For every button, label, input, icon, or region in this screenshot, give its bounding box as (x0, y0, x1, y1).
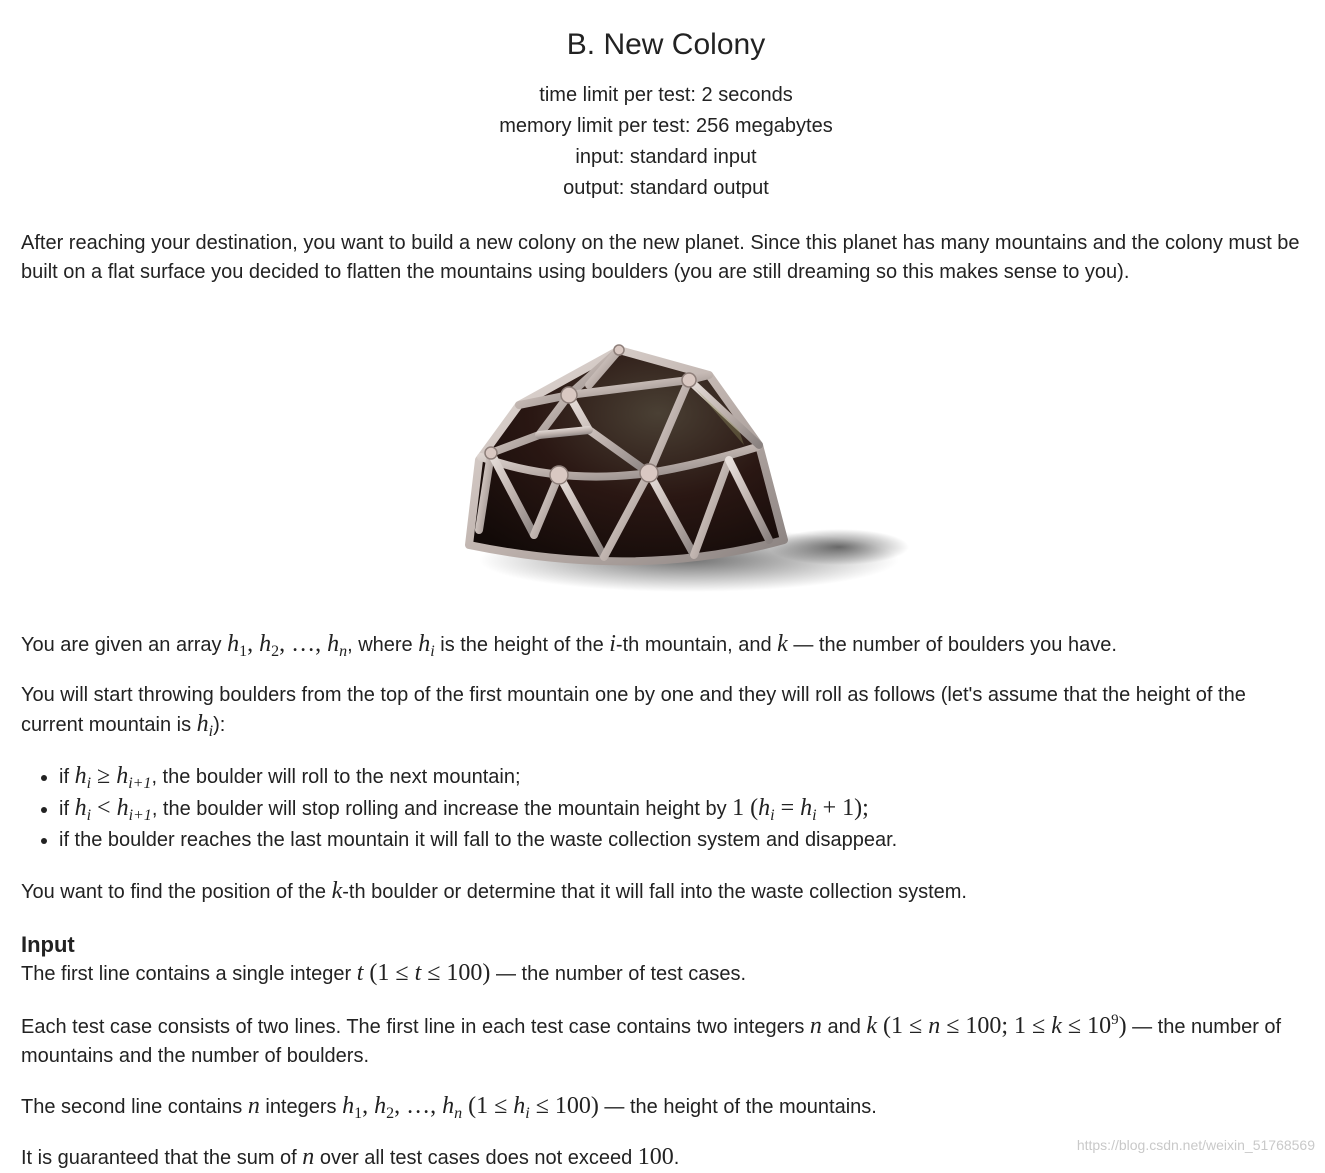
text-segment: ): (213, 714, 226, 736)
text-segment: — the number of boulders you have. (787, 634, 1117, 656)
math-h: h (196, 711, 209, 737)
text-segment: . (673, 1147, 680, 1169)
text-segment: if (59, 798, 75, 820)
math-range: ≤ 10 (1061, 1013, 1112, 1039)
input-line-2: Each test case consists of two lines. The first line in each test case contains two integers n and k (1 ≤ n ≤ 100; $1 \le k \le 10^9$) — the number of mountains and the number of boulders. (21, 1012, 1282, 1067)
given-paragraph: You are given an array $h_1$, $h_2$, …, $h_n$, where $h_i$ is the height of the i-th mountain, and k — the number of boulders you have. (21, 631, 1117, 660)
list-item: • if the boulder reaches the last mountain it will fall to the waste collection system and disappear. (59, 825, 1311, 856)
math-number: 100 (637, 1144, 674, 1170)
throw-paragraph (21, 681, 1311, 740)
math-subscript: i+1 (128, 775, 152, 792)
math-op: ≥ (91, 763, 117, 789)
math-h: h (227, 631, 240, 657)
text-segment: , where (347, 634, 419, 656)
memory-limit: memory limit per test: 256 megabytes (499, 115, 833, 137)
math-k: k (331, 878, 343, 904)
math-n: n (247, 1093, 260, 1119)
text-segment: You are given an array (21, 634, 228, 656)
math-number: 1 (732, 795, 745, 821)
math-paren: ( (744, 795, 759, 821)
math-n: n (809, 1013, 822, 1039)
text-segment: — the height of the mountains. (598, 1096, 877, 1118)
text-segment: It is guaranteed that the sum of (21, 1147, 303, 1169)
math-subscript: n (339, 643, 348, 660)
text-segment: over all test cases does not exceed (314, 1147, 638, 1169)
output-spec: output: standard output (563, 177, 769, 199)
math-subscript: i (208, 723, 214, 740)
input-spec: input: standard input (575, 146, 757, 168)
math-paren: ) (1118, 1013, 1127, 1039)
text-segment: and (821, 1016, 867, 1038)
math-sep: , …, (279, 631, 328, 657)
text-segment: — the number of mountains and the number of boulders. (21, 1016, 1282, 1067)
watermark-url: https://blog.csdn.net/weixin_51768569 (1076, 1137, 1315, 1153)
text-segment: You want to find the position of the (21, 881, 332, 903)
math-op: < (91, 795, 117, 821)
list-item: • if $h_i < h_{i+1}$, the boulder will stop rolling and increase the mountain height by 1 $(h_i = h_i + 1)$; (59, 793, 1311, 825)
math-subscript: i (430, 643, 435, 660)
math-k: k (777, 631, 788, 657)
text-segment: You will start throwing boulders from the top of the first mountain one by one and they will roll as follows (let's assume that the height of the current mountain is (21, 684, 1246, 736)
input-section-title: Input (21, 932, 75, 957)
time-limit: time limit per test: 2 seconds (539, 84, 793, 106)
problem-header (21, 0, 1311, 204)
rules-list (21, 761, 1311, 856)
math-paren: ); (854, 795, 869, 821)
math-range: ≤ 100) (529, 1093, 599, 1119)
text-segment: The second line contains (21, 1096, 248, 1118)
text-segment: Each test case consists of two lines. The first line in each test case contains two integers (21, 1016, 810, 1038)
text-segment: -th boulder or determine that it will fall into the waste collection system. (342, 881, 967, 903)
legend-paragraph: After reaching your destination, you want to build a new colony on the new planet. Since this planet has many mountains and the colony must be built on a flat surface you decided to flatten the mountains using boulders (you are still dreaming so this makes sense to you). (21, 232, 1300, 283)
geodesic-dome-icon (439, 335, 909, 600)
text-segment: if (59, 766, 75, 788)
text-segment: is the height of the (434, 634, 610, 656)
math-range: (1 ≤ (877, 1013, 929, 1039)
math-subscript: 2 (271, 643, 280, 660)
text-segment: , the boulder will stop rolling and increase the mountain height by (151, 798, 733, 820)
input-line-1: The first line contains a single integer t (1 ≤ t ≤ 100) — the number of test cases. (21, 960, 747, 986)
math-op: + 1 (816, 795, 855, 821)
math-range: (1 ≤ (363, 960, 415, 986)
math-n: n (302, 1144, 315, 1170)
math-superscript: 9 (1111, 1012, 1119, 1028)
math-t: t (356, 960, 364, 986)
math-range: ≤ 100; 1 ≤ (940, 1013, 1052, 1039)
text-segment: -th mountain, and (615, 634, 778, 656)
math-i: i (609, 631, 616, 657)
illustration-figure (21, 323, 1311, 628)
input-line-3: The second line contains n integers $h_1$, $h_2$, …, $h_n$ $(1 \le h_i \le 100)$ — the height of the mountains. (21, 1093, 877, 1122)
problem-title: B. New Colony (566, 28, 766, 61)
text-segment: — the number of test cases. (490, 963, 747, 985)
math-range: (1 ≤ (462, 1093, 514, 1119)
text-segment: , the boulder will roll to the next mountain; (151, 766, 521, 788)
text-segment: The first line contains a single integer (21, 963, 357, 985)
math-subscript: 1 (239, 643, 248, 660)
find-paragraph (21, 877, 1311, 907)
math-range: ≤ 100) (421, 960, 491, 986)
text-segment: integers (259, 1096, 343, 1118)
list-item: • if $h_i \ge h_{i+1}$, the boulder will roll to the next mountain; (59, 761, 1311, 793)
math-op: = (774, 795, 801, 821)
problem-statement (21, 0, 1311, 1173)
math-k: k (866, 1013, 878, 1039)
math-sep: , (247, 631, 260, 657)
